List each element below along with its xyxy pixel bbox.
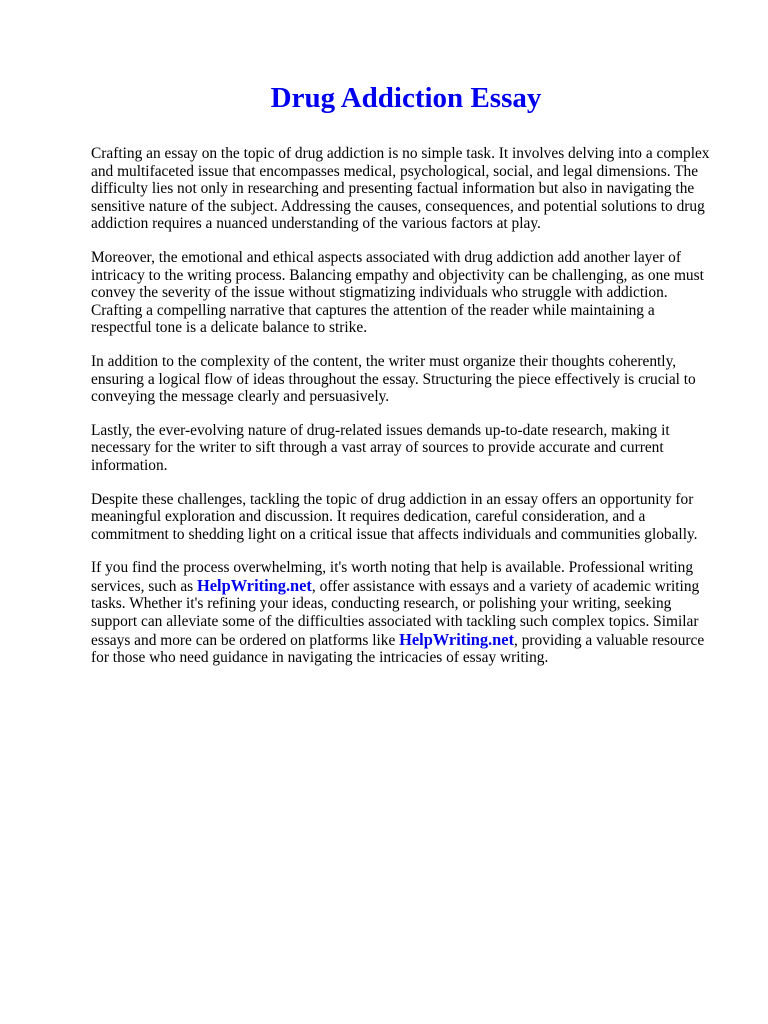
paragraph-3: In addition to the complexity of the content, the writer must organize their thoughts coherently, ensuring a logical flow of ideas throughout the essay. Structuring the piece effectively is crucial to conveying the message clearly and persuasively. (91, 352, 696, 406)
paragraph-6-text-1: If you find the process overwhelming, it's worth noting that help is available. Professional writing services, such as (91, 559, 694, 595)
paragraph-2: Moreover, the emotional and ethical aspects associated with drug addiction add another layer of intricacy to the writing process. Balancing empathy and objectivity can be challenging, as one must convey the severity of the issue without stigmatizing individuals who struggle with addiction. Crafting a compelling narrative that captures the attention of the reader while maintaining a respectful tone is a delicate balance to strike. (91, 248, 704, 337)
paragraph-6-text-3: , providing a valuable resource for those who need guidance in navigating the intricacies of essay writing. (91, 631, 705, 667)
paragraph-5: Despite these challenges, tackling the topic of drug addiction in an essay offers an opportunity for meaningful exploration and discussion. It requires dedication, careful consideration, and a commitment to shedding light on a critical issue that affects individuals and communities globally. (91, 490, 698, 543)
helpwriting-link-1[interactable]: HelpWriting.net (197, 575, 312, 595)
helpwriting-link-2[interactable]: HelpWriting.net (399, 629, 515, 649)
paragraph-6-text-2: , offer assistance with essays and a variety of academic writing tasks. Whether it's refining your ideas, conducting research, or polishing your writing, seeking support can alleviate some of the difficulties associated with tackling such complex topics. Similar essays and more can be ordered on platforms like (91, 577, 700, 649)
paragraph-4: Lastly, the ever-evolving nature of drug-related issues demands up-to-date research, making it necessary for the writer to sift through a vast array of sources to provide accurate and current information. (91, 421, 670, 474)
paragraph-6 (91, 559, 717, 667)
paragraph-1: Crafting an essay on the topic of drug addiction is no simple task. It involves delving into a complex and multifaceted issue that encompasses medical, psychological, social, and legal dimensions. The difficulty lies not only in researching and presenting factual information but also in navigating the sensitive nature of the subject. Addressing the causes, consequences, and potential solutions to drug addiction requires a nuanced understanding of the various factors at play. (91, 145, 710, 233)
document-title: Drug Addiction Essay (270, 82, 542, 114)
document-body (91, 145, 717, 683)
